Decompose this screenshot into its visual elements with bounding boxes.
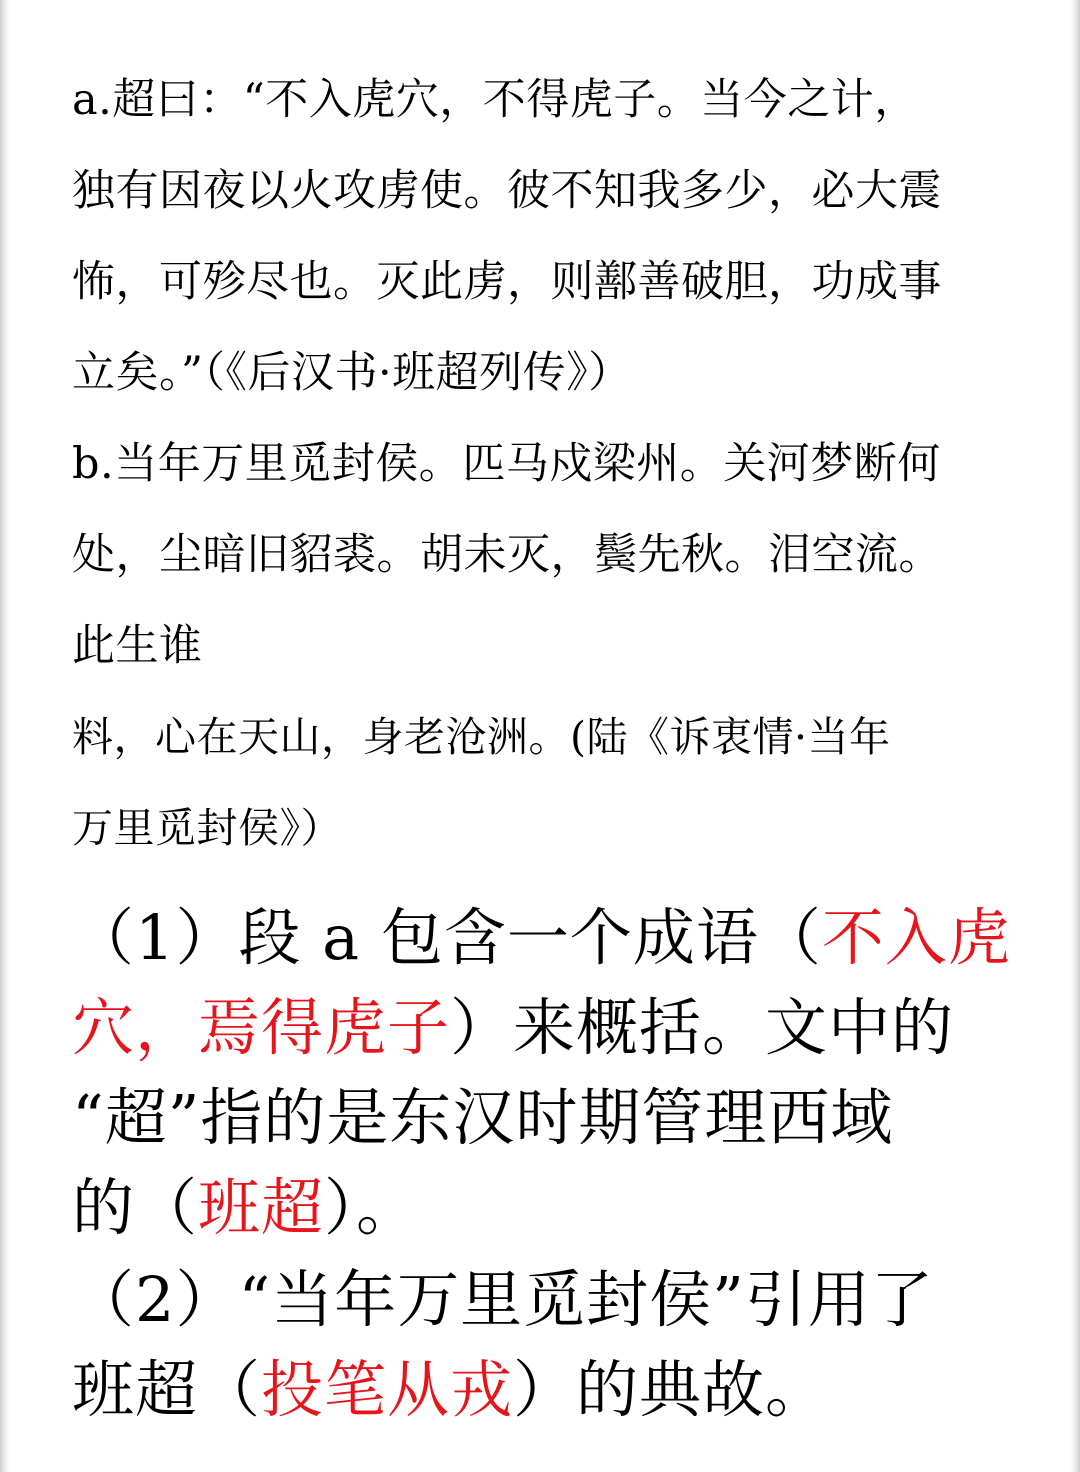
document-content <box>72 62 1017 1435</box>
passage-b-line: b.当年万里觅封侯。匹马戍梁州。关河梦断何 <box>72 439 941 489</box>
passage-a <box>72 62 1017 426</box>
answer-idiom-part1: 不入虎 <box>821 901 1011 974</box>
passage-b-line: 处，尘暗旧貂裘。胡未灭，鬓先秋。泪空流。 <box>72 530 942 580</box>
question-2-text: ）的典故。 <box>513 1353 829 1426</box>
passage-a-line: 立矣。”（《后汉书·班超列传》） <box>72 348 632 398</box>
passage-a-line: 怖，可殄尽也。灭此虏，则鄯善破胆，功成事 <box>72 257 942 307</box>
question-1-line <box>72 1163 1017 1253</box>
passage-a-line: 独有因夜以火攻虏使。彼不知我多少，必大震 <box>72 166 942 216</box>
answer-person: 班超 <box>198 1171 325 1244</box>
page-left-edge <box>0 0 10 1472</box>
answer-allusion: 投笔从戎 <box>261 1353 514 1426</box>
question-1-text: 的（ <box>72 1171 199 1244</box>
question-2-text: 班超（ <box>72 1353 262 1426</box>
question-2 <box>72 1255 1017 1435</box>
passage-a-line: a.超曰：“不入虎穴，不得虎子。当今之计， <box>72 75 918 125</box>
passage-b <box>72 426 1017 881</box>
question-2-line <box>72 1345 1017 1435</box>
question-1-line: “超”指的是东汉时期管理西域 <box>72 1081 894 1154</box>
answer-idiom-part2: 穴，焉得虎子 <box>72 991 451 1064</box>
question-1 <box>72 893 1017 1253</box>
question-1-text: （1）段 a 包含一个成语（ <box>72 901 822 974</box>
question-1-line <box>72 983 1017 1073</box>
question-1-line <box>72 893 1017 983</box>
page-right-edge <box>1070 0 1080 1472</box>
passage-b-line: 料，心在天山，身老沧洲。(陆《诉衷情·当年 <box>72 713 891 761</box>
question-1-text: ）。 <box>324 1171 420 1244</box>
passage-b-line: 万里觅封侯》） <box>72 804 342 852</box>
question-2-line: （2）“当年万里觅封侯”引用了 <box>72 1263 934 1336</box>
passage-b-line: 此生谁 <box>72 621 203 671</box>
question-1-text: ）来概括。文中的 <box>450 991 955 1064</box>
